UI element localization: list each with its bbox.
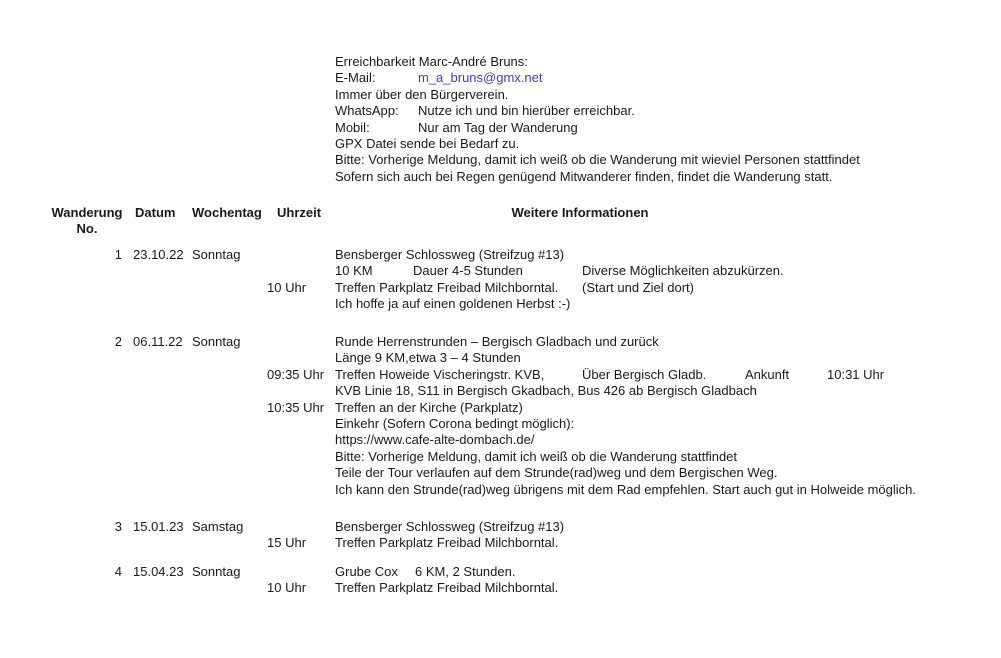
table-row-line [0, 482, 1001, 498]
row-info-text: Treffen Parkplatz Freibad Milchborntal. [335, 580, 559, 596]
table-row-line [0, 350, 1001, 366]
column-header-wanderung-no [50, 205, 124, 238]
table-row-line [0, 580, 1001, 596]
buergerverein-text: Immer über den Bürgerverein. [335, 86, 509, 102]
table-row-line [0, 296, 1001, 312]
row-info-text: Einkehr (Sofern Corona bedingt möglich): [335, 415, 575, 431]
row-info-text: Bensberger Schlossweg (Streifzug #13) [335, 247, 565, 262]
table-row-line [0, 334, 1001, 350]
row-info-text: Dauer 4-5 Stunden [413, 263, 523, 279]
mobil-label: Mobil: [335, 119, 370, 135]
website-url-text: https://www.cafe-alte-dombach.de/ [335, 432, 535, 448]
row-info-text: Teile der Tour verlaufen auf dem Strunde(rad)weg und dem Bergischen Weg. [335, 465, 778, 481]
table-row-line [0, 535, 1001, 551]
row-info-text: Bitte: Vorherige Meldung, damit ich weiß ob die Wanderung stattfindet [335, 448, 738, 464]
row-date: 06.11.22 [133, 334, 183, 349]
mobil-value: Nur am Tag der Wanderung [418, 119, 578, 135]
email-label: E-Mail: [335, 70, 376, 86]
row-time: 10 Uhr [267, 580, 307, 596]
row-weekday: Sonntag [192, 247, 241, 262]
row-time: 09:35 Uhr [267, 366, 325, 382]
row-info-text: Diverse Möglichkeiten abzukürzen. [582, 263, 784, 279]
row-date: 23.10.22 [133, 247, 184, 262]
table-row-line [0, 416, 1001, 432]
table-row [0, 334, 1001, 498]
table-row-line [0, 564, 1001, 580]
row-info-text: 10:31 Uhr [827, 366, 885, 382]
row-info-text: Über Bergisch Gladb. [582, 366, 707, 382]
row-info-text: Ich hoffe ja auf einen goldenen Herbst :-) [335, 296, 571, 312]
email-row [335, 70, 860, 86]
row-info-text: 6 KM, 2 Stunden. [415, 564, 516, 579]
whatsapp-value: Nutze ich und bin hierüber erreichbar. [418, 103, 635, 119]
row-time: 10 Uhr [267, 279, 307, 295]
table-row-line [0, 247, 1001, 263]
column-header-wanderung-line2: No. [76, 221, 98, 237]
row-number: 3 [114, 519, 122, 534]
notice-text-1: Bitte: Vorherige Meldung, damit ich weiß ob die Wanderung mit wieviel Personen stattfindet [335, 152, 860, 168]
column-header-weitere-informationen: Weitere Informationen [511, 205, 649, 220]
row-info-text: Grube Cox [335, 564, 398, 579]
column-header-uhrzeit: Uhrzeit [277, 205, 322, 220]
table-row-line [0, 367, 1001, 383]
row-number: 2 [114, 334, 122, 349]
row-info-text: Ankunft [745, 366, 790, 382]
column-header-datum: Datum [135, 205, 176, 220]
table-row-line [0, 280, 1001, 296]
row-info-text: Bensberger Schlossweg (Streifzug #13) [335, 519, 565, 534]
row-info-text: Treffen Parkplatz Freibad Milchborntal. [335, 535, 559, 551]
whatsapp-row [335, 103, 860, 119]
table-row-line [0, 465, 1001, 481]
row-weekday: Samstag [192, 519, 244, 534]
row-info-text: Treffen Howeide Vischeringstr. KVB, [335, 366, 545, 382]
notice-line-2 [335, 169, 860, 185]
table-row [0, 564, 1001, 597]
table-row [0, 519, 1001, 552]
row-info-text: Treffen an der Kirche (Parkplatz) [335, 399, 523, 415]
table-row-line [0, 383, 1001, 399]
row-info-text: Länge 9 KM,etwa 3 – 4 Stunden [335, 350, 521, 366]
row-date: 15.01.23 [133, 519, 184, 534]
notice-line-1 [335, 152, 860, 168]
column-header-wanderung-line1: Wanderung [51, 205, 123, 220]
row-info-text: 10 KM [335, 263, 373, 279]
row-info-text: KVB Linie 18, S11 in Bergisch Gkadbach, Bus 426 ab Bergisch Gladbach [335, 383, 757, 399]
table-row-line [0, 263, 1001, 279]
mobil-row [335, 120, 860, 136]
row-info-text: Runde Herrenstrunden – Bergisch Gladbach und zurück [335, 334, 659, 349]
row-number: 1 [114, 247, 122, 262]
gpx-text: GPX Datei sende bei Bedarf zu. [335, 136, 520, 152]
row-info-text: Ich kann den Strunde(rad)weg übrigens mit dem Rad empfehlen. Start auch gut in Holweide möglich. [335, 481, 916, 497]
email-link[interactable]: m_a_bruns@gmx.net [418, 70, 543, 86]
contact-block [335, 54, 860, 185]
row-info-text: Treffen Parkplatz Freibad Milchborntal. [335, 279, 559, 295]
contact-title-text: Erreichbarkeit Marc-André Bruns: [335, 54, 528, 69]
table-row-line [0, 519, 1001, 535]
row-info-text: (Start und Ziel dort) [582, 279, 694, 295]
contact-title [335, 54, 860, 70]
row-date: 15.04.23 [133, 564, 184, 579]
table-row [0, 247, 1001, 313]
row-number: 4 [114, 564, 122, 579]
buergerverein-line [335, 87, 860, 103]
row-weekday: Sonntag [192, 564, 241, 579]
table-row-line [0, 400, 1001, 416]
notice-text-2: Sofern sich auch bei Regen genügend Mitwanderer finden, findet die Wanderung statt. [335, 168, 833, 184]
table-row-line [0, 449, 1001, 465]
gpx-line [335, 136, 860, 152]
whatsapp-label: WhatsApp: [335, 103, 399, 119]
row-time: 10:35 Uhr [267, 399, 325, 415]
row-weekday: Sonntag [192, 334, 241, 349]
table-row-line [0, 432, 1001, 448]
row-time: 15 Uhr [267, 535, 307, 551]
column-header-wochentag: Wochentag [192, 205, 262, 220]
